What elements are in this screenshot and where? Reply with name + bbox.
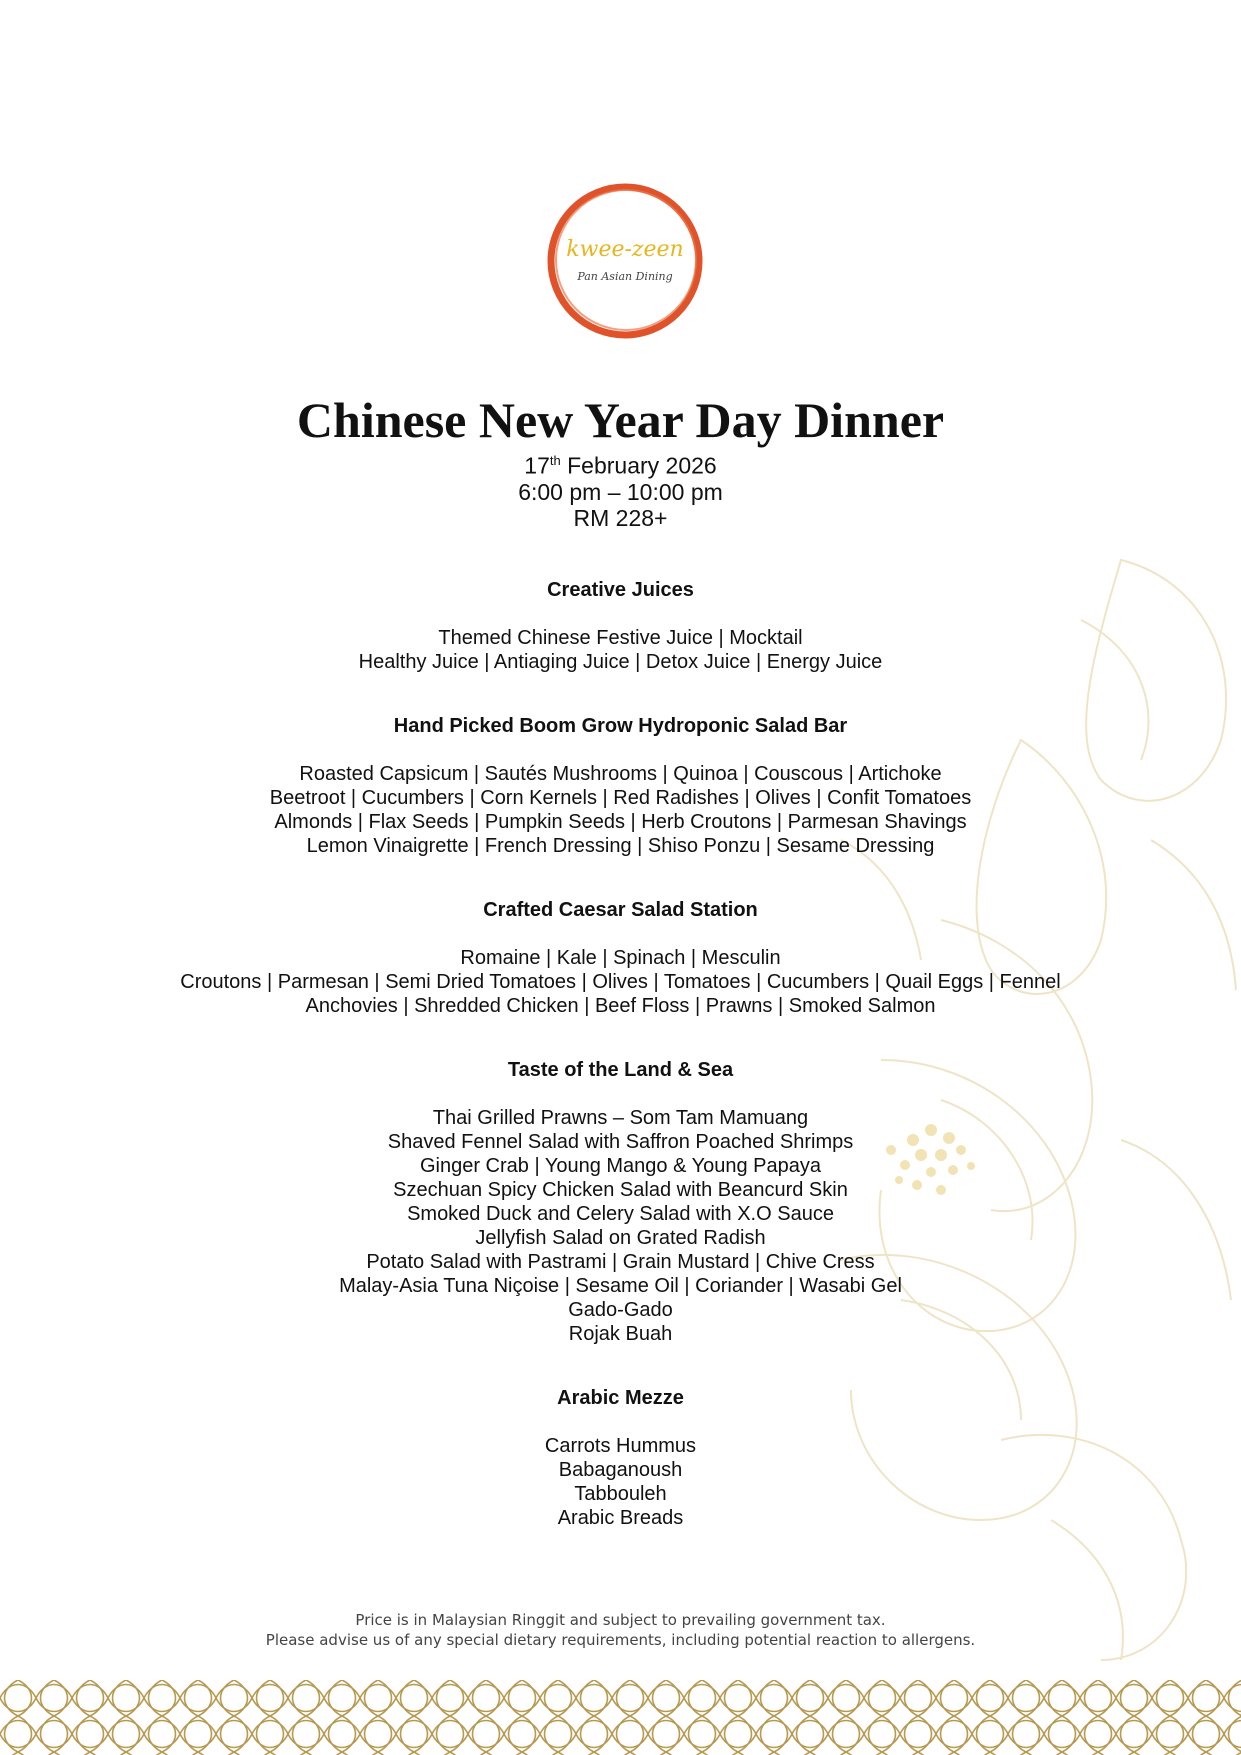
menu-item-line: Anchovies | Shredded Chicken | Beef Floss | Prawns | Smoked Salmon (305, 995, 936, 1017)
logo-tagline: Pan Asian Dining (577, 270, 673, 283)
brand-logo (540, 176, 710, 346)
menu-item-line: Roasted Capsicum | Sautés Mushrooms | Quinoa | Couscous | Artichoke (299, 763, 942, 785)
footer-tax-note: Price is in Malaysian Ringgit and subject to prevailing government tax. (355, 1611, 886, 1629)
menu-item-line: Themed Chinese Festive Juice | Mocktail (438, 627, 803, 649)
menu-item-line: Szechuan Spicy Chicken Salad with Beancurd Skin (393, 1179, 848, 1201)
menu-item-line: Romaine | Kale | Spinach | Mesculin (460, 947, 781, 969)
menu-item-line: Tabbouleh (574, 1483, 667, 1505)
menu-section-arabic-mezze (0, 1386, 1241, 1530)
section-title: Hand Picked Boom Grow Hydroponic Salad Bar (393, 715, 848, 737)
section-title: Taste of the Land & Sea (507, 1059, 734, 1081)
menu-item-line: Thai Grilled Prawns – Som Tam Mamuang (432, 1107, 809, 1129)
menu-item-line: Smoked Duck and Celery Salad with X.O Sauce (407, 1203, 834, 1225)
menu-item-line: Almonds | Flax Seeds | Pumpkin Seeds | Herb Croutons | Parmesan Shavings (274, 811, 967, 833)
section-title: Arabic Mezze (557, 1387, 684, 1409)
date-month-year: February 2026 (560, 452, 717, 479)
menu-section-land-and-sea (0, 1058, 1241, 1346)
logo-brand-text: kwee-zeen (566, 237, 684, 262)
section-title: Crafted Caesar Salad Station (483, 899, 758, 921)
menu-item-line: Healthy Juice | Antiaging Juice | Detox Juice | Energy Juice (358, 651, 883, 673)
date-day: 17 (524, 452, 550, 479)
menu-item-line: Babaganoush (558, 1459, 683, 1481)
page-title: Chinese New Year Day Dinner (296, 392, 945, 448)
menu-item-line: Carrots Hummus (544, 1435, 697, 1457)
menu-body (0, 578, 1241, 1570)
footer-notes (0, 1610, 1241, 1650)
menu-section-creative-juices (0, 578, 1241, 674)
menu-item-line: Shaved Fennel Salad with Saffron Poached Shrimps (387, 1131, 854, 1153)
date-suffix: th (549, 453, 561, 468)
menu-item-line: Lemon Vinaigrette | French Dressing | Shiso Ponzu | Sesame Dressing (306, 835, 935, 857)
footer-allergen-note: Please advise us of any special dietary requirements, including potential reaction to allergens. (265, 1631, 976, 1649)
menu-item-line: Potato Salad with Pastrami | Grain Mustard | Chive Cress (366, 1251, 875, 1273)
menu-header (0, 392, 1241, 531)
menu-section-salad-bar (0, 714, 1241, 858)
menu-item-line: Rojak Buah (568, 1323, 673, 1345)
menu-section-caesar-salad (0, 898, 1241, 1018)
lattice-border-pattern (0, 1680, 1241, 1755)
menu-item-line: Gado-Gado (568, 1299, 673, 1321)
menu-item-line: Ginger Crab | Young Mango & Young Papaya (419, 1155, 822, 1177)
menu-item-line: Arabic Breads (557, 1507, 684, 1529)
menu-item-line: Beetroot | Cucumbers | Corn Kernels | Red Radishes | Olives | Confit Tomatoes (269, 787, 972, 809)
menu-item-line: Croutons | Parmesan | Semi Dried Tomatoes | Olives | Tomatoes | Cucumbers | Quail Eggs | Fennel (180, 971, 1061, 993)
event-time: 6:00 pm – 10:00 pm (518, 478, 723, 505)
menu-item-line: Malay-Asia Tuna Niçoise | Sesame Oil | Coriander | Wasabi Gel (339, 1275, 902, 1297)
event-date (0, 448, 1241, 479)
section-title: Creative Juices (547, 579, 694, 601)
menu-item-line: Jellyfish Salad on Grated Radish (475, 1227, 766, 1249)
event-price: RM 228+ (573, 504, 668, 531)
